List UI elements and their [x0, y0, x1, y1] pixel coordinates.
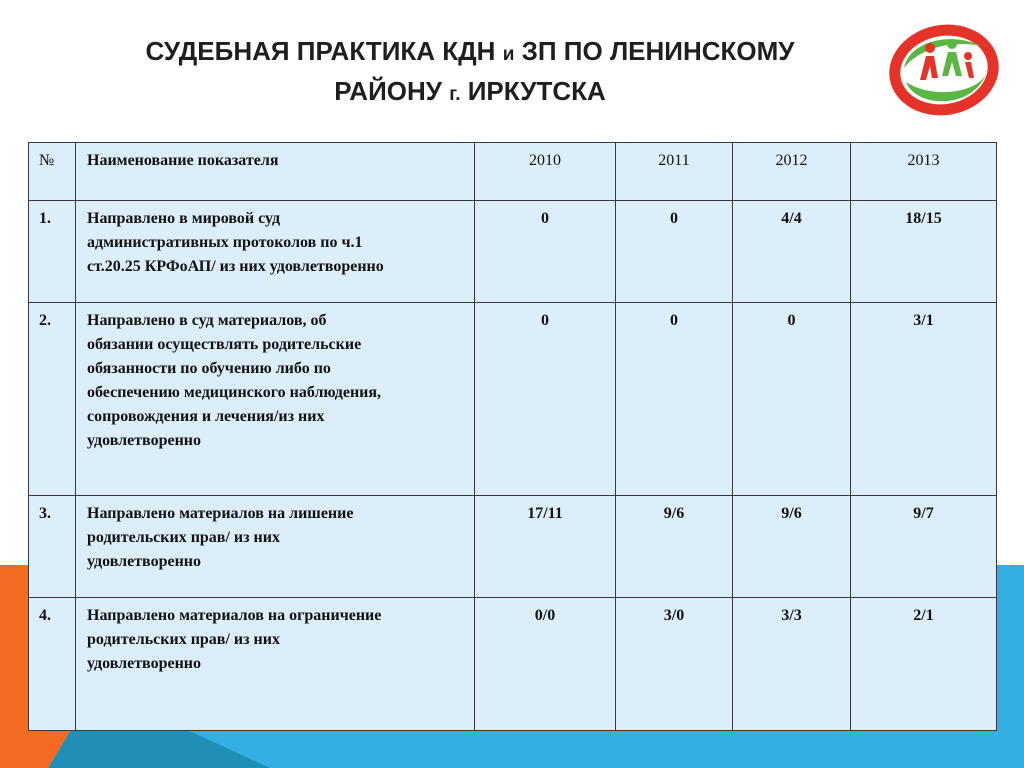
row-value-cell: 0 — [475, 303, 616, 496]
header-cell-indicator: Наименование показателя — [76, 143, 475, 201]
row-number-cell: 2. — [29, 303, 76, 496]
row-indicator-cell: Направлено в мировой суд административных протоколов по ч.1 ст.20.25 КРФоАП/ из них удовлетворенно — [76, 201, 475, 303]
logo-figure-head — [964, 52, 972, 60]
page-title — [60, 33, 880, 113]
title-part: РАЙОНУ — [334, 76, 442, 106]
title-part-small: г. — [449, 84, 461, 105]
header-cell-number: № — [29, 143, 76, 201]
row-value-cell: 3/1 — [851, 303, 997, 496]
title-part: ЗП ПО ЛЕНИНСКОМУ — [521, 36, 795, 66]
title-part: СУДЕБНАЯ ПРАКТИКА КДН — [145, 36, 496, 66]
title-line-1 — [60, 33, 880, 73]
row-number-cell: 1. — [29, 201, 76, 303]
header-cell-year: 2013 — [851, 143, 997, 201]
header-cell-year: 2012 — [733, 143, 851, 201]
row-value-cell: 18/15 — [851, 201, 997, 303]
row-value-cell: 9/7 — [851, 496, 997, 598]
title-part: ИРКУТСКА — [467, 76, 606, 106]
table-header-row — [29, 143, 997, 201]
row-value-cell: 0/0 — [475, 598, 616, 731]
statistics-table-container — [28, 142, 996, 731]
row-value-cell: 2/1 — [851, 598, 997, 731]
row-value-cell: 4/4 — [733, 201, 851, 303]
header-cell-year: 2011 — [616, 143, 733, 201]
table-row — [29, 598, 997, 731]
table-row — [29, 496, 997, 598]
statistics-table — [28, 142, 997, 731]
row-indicator-cell: Направлено материалов на ограничение родительских прав/ из них удовлетворенно — [76, 598, 475, 731]
logo-emblem-icon — [886, 16, 1002, 120]
logo-figure-head — [947, 39, 957, 49]
header-cell-year: 2010 — [475, 143, 616, 201]
title-line-2 — [60, 73, 880, 113]
row-number-cell: 3. — [29, 496, 76, 598]
row-value-cell: 3/3 — [733, 598, 851, 731]
row-indicator-cell: Направлено в суд материалов, об обязании осуществлять родительские обязанности по обучению либо по обеспечению медицинского наблюдения, сопровождения и лечения/из них удовлетворенно — [76, 303, 475, 496]
logo-figure-head — [925, 43, 935, 53]
row-value-cell: 9/6 — [616, 496, 733, 598]
table-row — [29, 201, 997, 303]
row-value-cell: 0 — [616, 201, 733, 303]
row-value-cell: 9/6 — [733, 496, 851, 598]
row-value-cell: 0 — [475, 201, 616, 303]
row-value-cell: 0 — [616, 303, 733, 496]
title-part-small: и — [502, 44, 515, 65]
table-row — [29, 303, 997, 496]
row-indicator-cell: Направлено материалов на лишение родительских прав/ из них удовлетворенно — [76, 496, 475, 598]
row-value-cell: 17/11 — [475, 496, 616, 598]
row-value-cell: 3/0 — [616, 598, 733, 731]
row-number-cell: 4. — [29, 598, 76, 731]
row-value-cell: 0 — [733, 303, 851, 496]
